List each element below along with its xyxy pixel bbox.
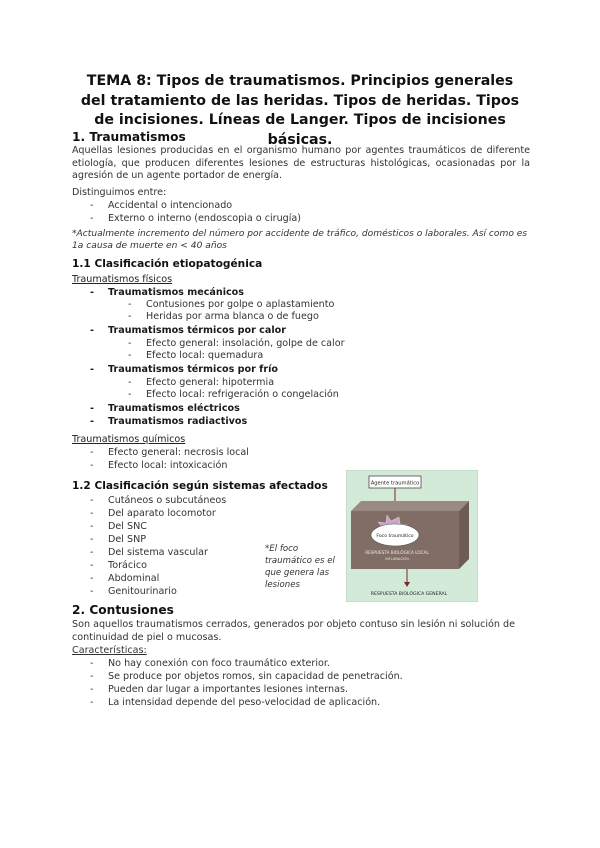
box-top [351, 501, 469, 511]
traumatismos-definition: Aquellas lesiones producidas en el organismo humano por agentes traumáticos de diferente etiología, que producen diferentes lesiones de estructuras histológicas, ocasionadas por la agresión de un agente portador de energía. [72, 145, 530, 182]
inflammation-label: INFLAMACIÓN [385, 557, 409, 561]
list-item: - Efecto general: hipotermia [128, 377, 275, 388]
general-response-label: RESPUESTA BIOLÓGICA GENERAL [370, 592, 448, 597]
list-item: - Abdominal [90, 573, 160, 584]
list-item: - Se produce por objetos romos, sin capacidad de penetración. [90, 671, 403, 682]
distinguish-label: Distinguimos entre: [72, 187, 167, 198]
list-item: - Traumatismos térmicos por frío [90, 364, 278, 375]
list-item: - Efecto local: intoxicación [90, 460, 228, 471]
list-item: - Efecto general: insolación, golpe de calor [128, 338, 345, 349]
contusiones-definition: Son aquellos traumatismos cerrados, generados por objeto contuso sin lesión ni solución de continuidad de piel o mucosas. [72, 619, 516, 643]
list-item: - Cutáneos o subcutáneos [90, 495, 227, 506]
quimicos-title: Traumatismos químicos [72, 434, 186, 445]
foco-side-note: *El foco traumático es el que genera las lesiones [265, 544, 335, 590]
list-item: - Traumatismos eléctricos [90, 403, 240, 414]
section-heading-traumatismos: 1. Traumatismos [72, 130, 186, 144]
section-heading-clasificacion-etiopatogenica: 1.1 Clasificación etiopatogénica [72, 258, 263, 270]
list-item: - Del SNP [90, 534, 147, 545]
list-item: - Efecto local: quemadura [128, 350, 264, 361]
features-title: Características: [72, 645, 147, 656]
section-heading-clasificacion-sistemas: 1.2 Clasificación según sistemas afectados [72, 480, 328, 492]
list-item: - Traumatismos radiactivos [90, 416, 248, 427]
list-item: - Del sistema vascular [90, 547, 209, 558]
trauma-response-diagram [346, 470, 478, 602]
page-title: TEMA 8: Tipos de traumatismos. Principios generales del tratamiento de las heridas. Tipos de heridas. Tipos de incisiones. Líneas de Langer. Tipos de incisiones básicas. [80, 73, 520, 148]
list-item: - Heridas por arma blanca o de fuego [128, 311, 319, 322]
local-response-label: RESPUESTA BIOLÓGICA LOCAL [365, 550, 429, 555]
list-item: - La intensidad depende del peso-velocidad de aplicación. [90, 697, 381, 708]
list-item: - Pueden dar lugar a importantes lesiones internas. [90, 684, 348, 695]
list-item: - Efecto local: refrigeración o congelación [128, 389, 339, 400]
traffic-note: *Actualmente incremento del número por accidente de tráfico, domésticos o laborales. Así como es 1a causa de muerte en < 40 años [72, 229, 528, 252]
list-item: - Genitourinario [90, 586, 177, 597]
section-heading-contusiones: 2. Contusiones [72, 603, 174, 617]
box-side [459, 501, 469, 569]
list-item: - Efecto general: necrosis local [90, 447, 249, 458]
list-item: - Contusiones por golpe o aplastamiento [128, 299, 335, 310]
arrow-head [404, 582, 410, 587]
list-item: - Del SNC [90, 521, 147, 532]
focus-label: Foco traumático [376, 534, 414, 539]
list-item: - Traumatismos térmicos por calor [90, 325, 286, 336]
list-item: - Del aparato locomotor [90, 508, 216, 519]
list-item: - Traumatismos mecánicos [90, 287, 244, 298]
list-item: - Torácico [90, 560, 148, 571]
fisicos-title: Traumatismos físicos [72, 274, 173, 285]
list-item: - No hay conexión con foco traumático exterior. [90, 658, 330, 669]
list-item: - Accidental o intencionado [90, 200, 233, 211]
agent-label: Agente traumático [370, 480, 420, 487]
list-item: - Externo o interno (endoscopia o cirugía) [90, 213, 302, 224]
